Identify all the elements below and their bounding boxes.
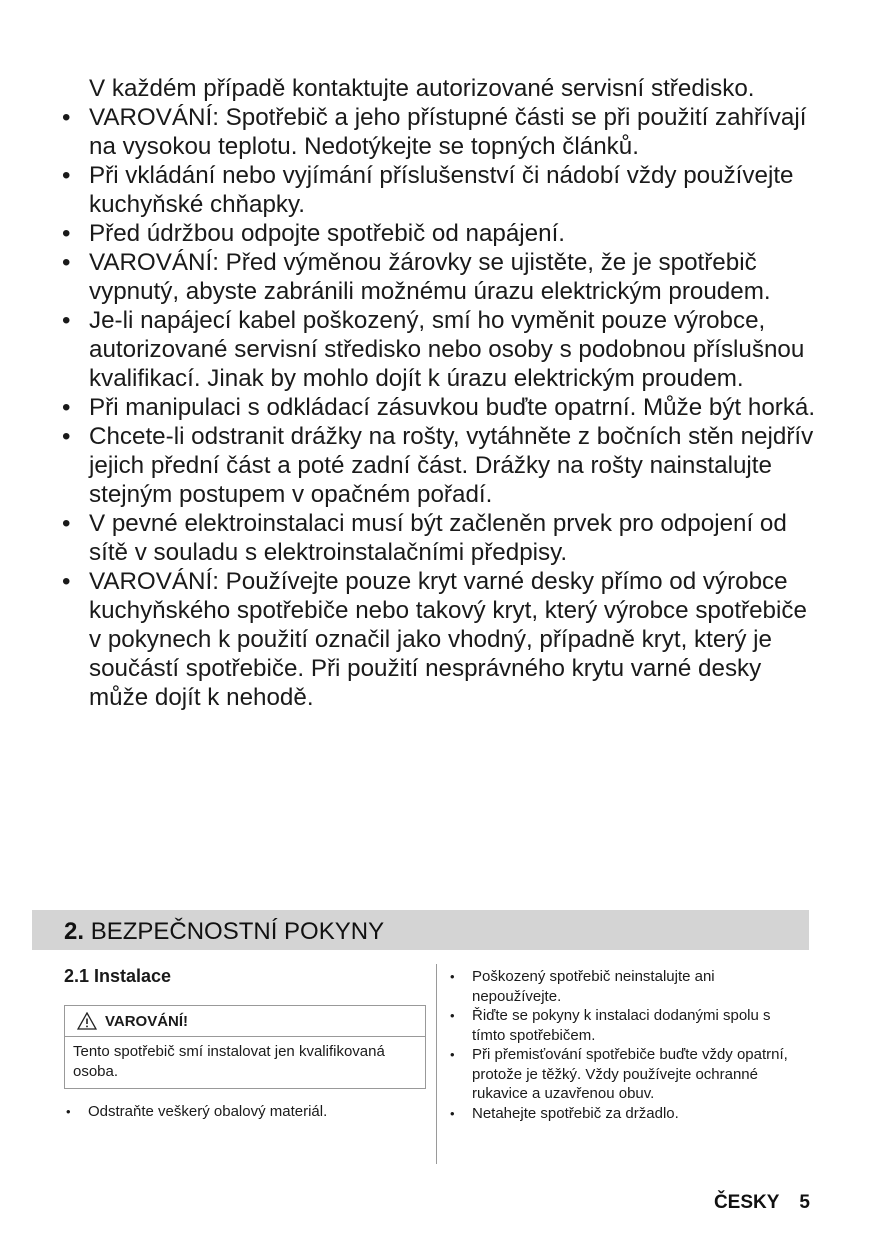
list-item: • Při vkládání nebo vyjímání příslušenství či nádobí vždy používejte kuchyňské chňapky. [62, 162, 794, 218]
list-item: • Poškozený spotřebič neinstalujte ani nepoužívejte. [450, 968, 715, 1005]
list-item: • V pevné elektroinstalaci musí být začleněn prvek pro odpojení od sítě v souladu s elektroinstalačními předpisy. [62, 510, 787, 566]
intro-continuation: V každém případě kontaktujte autorizované servisní středisko. [89, 75, 755, 102]
warning-box [64, 1005, 426, 1089]
left-column [64, 964, 426, 1122]
left-bullet-list [64, 1102, 426, 1122]
column-divider [436, 964, 437, 1164]
section-title: BEZPEČNOSTNÍ POKYNY [90, 918, 385, 945]
list-item: • Je-li napájecí kabel poškozený, smí ho vyměnit pouze výrobce, autorizované servisní středisko nebo osoby s podobnou příslušnou kvalifikací. Jinak by mohlo dojít k úrazu elektrickým proudem. [62, 307, 805, 392]
list-item: • Při přemisťování spotřebiče buďte vždy opatrní, protože je těžký. Vždy používejte ochranné rukavice a uzavřenou obuv. [450, 1046, 788, 1102]
list-item: • VAROVÁNÍ: Používejte pouze kryt varné desky přímo od výrobce kuchyňského spotřebiče nebo takový kryt, který výrobce spotřebiče v pokynech k použití označil jako vhodný, případně kryt, který je součástí spotřebiče. Při použití nesprávného krytu varné desky může dojít k nehodě. [62, 568, 807, 711]
safety-bullet-list [62, 103, 822, 712]
list-item: • VAROVÁNÍ: Spotřebič a jeho přístupné části se při použití zahřívají na vysokou teplotu. Nedotýkejte se topných článků. [62, 104, 807, 160]
page-footer [714, 1192, 810, 1214]
list-item: • Řiďte se pokyny k instalaci dodanými spolu s tímto spotřebičem. [450, 1007, 771, 1044]
right-column [448, 967, 808, 1123]
list-item: • Odstraňte veškerý obalový materiál. [66, 1103, 328, 1120]
list-item: • VAROVÁNÍ: Před výměnou žárovky se ujistěte, že je spotřebič vypnutý, abyste zabránili možnému úrazu elektrickým proudem. [62, 249, 771, 305]
section-heading-bar [32, 910, 809, 950]
subsection-title: 2.1 Instalace [64, 966, 172, 986]
warning-text: Tento spotřebič smí instalovat jen kvalifikovaná osoba. [73, 1043, 385, 1080]
warning-title: VAROVÁNÍ! [105, 1012, 189, 1030]
footer-language: ČESKY [713, 1192, 780, 1213]
warning-header [65, 1006, 425, 1037]
section-number: 2. [64, 918, 85, 945]
list-item: • Před údržbou odpojte spotřebič od napájení. [62, 220, 566, 247]
list-item: • Chcete-li odstranit drážky na rošty, vytáhněte z bočních stěn nejdřív jejich přední část a poté zadní část. Drážky na rošty nainstalujte stejným postupem v opačném pořadí. [62, 423, 814, 508]
list-item: • Netahejte spotřebič za držadlo. [450, 1104, 679, 1122]
main-text-block [62, 74, 822, 712]
right-bullet-list [448, 967, 808, 1123]
warning-triangle-icon [77, 1012, 97, 1030]
page-number: 5 [799, 1192, 810, 1213]
list-item: • Při manipulaci s odkládací zásuvkou buďte opatrní. Může být horká. [62, 394, 816, 421]
